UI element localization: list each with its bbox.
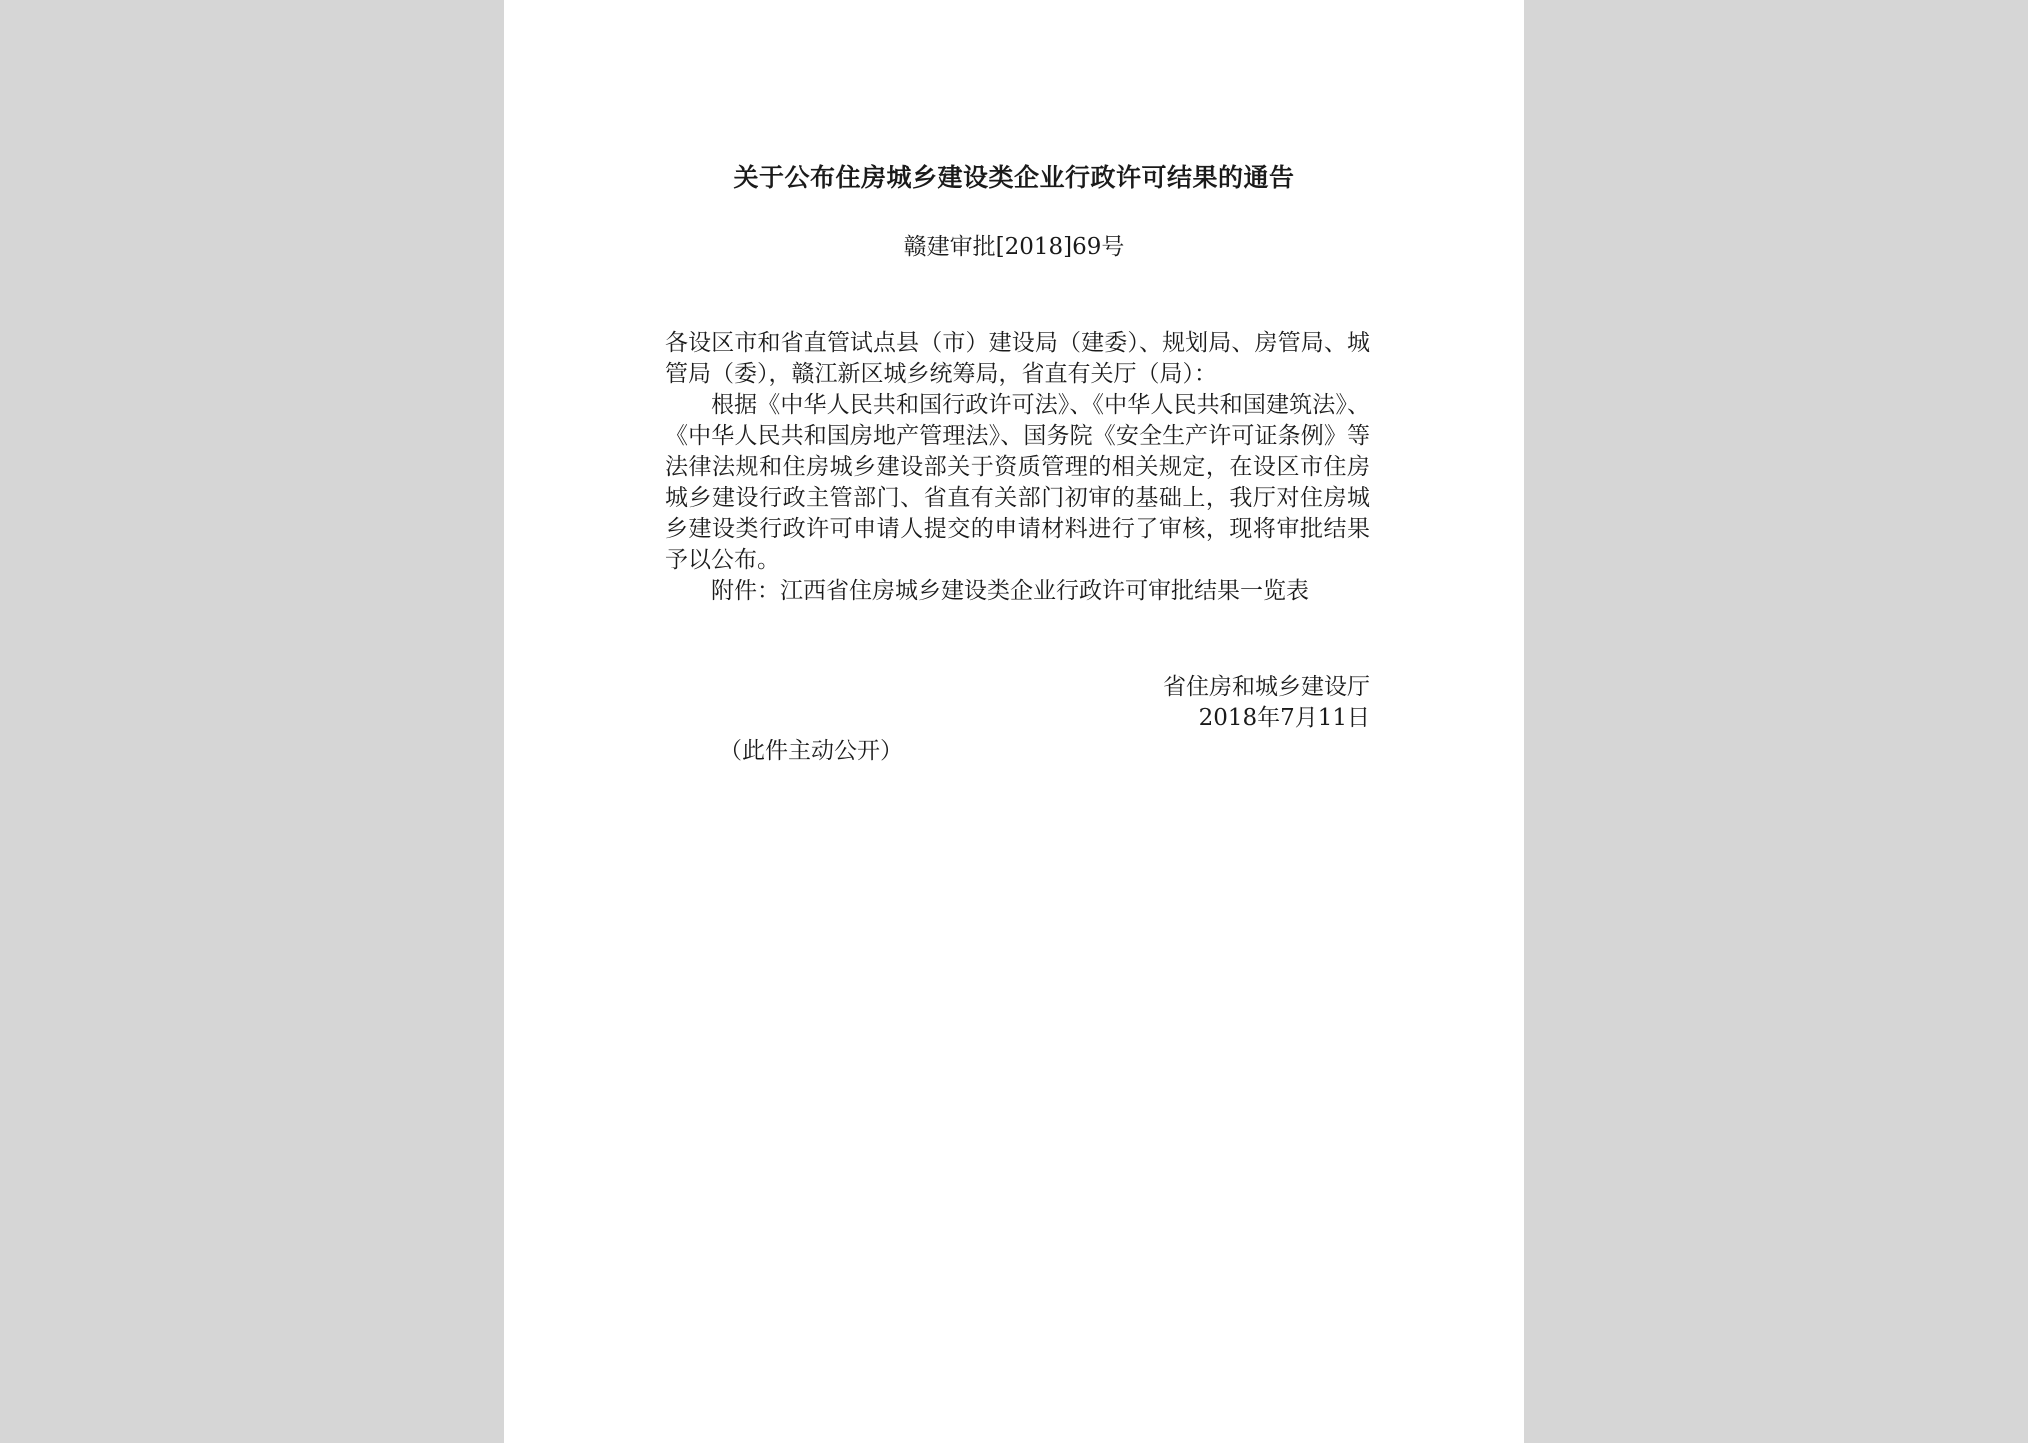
signature-block [1064,672,1370,734]
document-number: 赣建审批[2018]69号 [903,234,1125,260]
document-body [665,328,1370,607]
attachment-line: 附件：江西省住房城乡建设类企业行政许可审批结果一览表 [711,578,1309,604]
issue-date: 2018年7月11日 [1198,705,1370,731]
main-paragraph: 根据《中华人民共和国行政许可法》、《中华人民共和国建筑法》、《中华人民共和国房地产管理法》、国务院《安全生产许可证条例》等法律法规和住房城乡建设部关于资质管理的相关规定，在设区市住房城乡建设行政主管部门、省直有关部门初审的基础上，我厅对住房城乡建设类行政许可申请人提交的申请材料进行了审核，现将审批结果予以公布。 [665,392,1370,573]
addressee-paragraph: 各设区市和省直管试点县（市）建设局（建委）、规划局、房管局、城管局（委），赣江新区城乡统筹局，省直有关厅（局）： [665,330,1370,387]
public-disclosure-note: （此件主动公开） [719,738,903,764]
issuer-name: 省住房和城乡建设厅 [1163,674,1370,700]
document-title: 关于公布住房城乡建设类企业行政许可结果的通告 [733,163,1295,192]
document-page [504,0,1524,1443]
